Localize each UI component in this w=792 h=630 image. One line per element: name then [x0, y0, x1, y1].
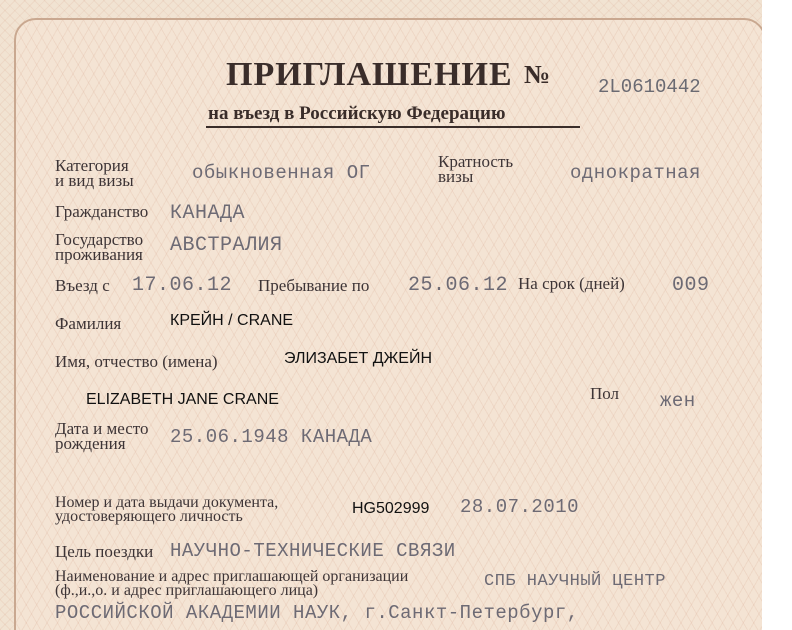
- multiplicity-label: Кратность визы: [438, 152, 514, 186]
- document-subtitle: на въезд в Российскую Федерацию: [208, 103, 506, 124]
- surname-label: Фамилия: [55, 314, 122, 333]
- serial-number: 2L0610442: [598, 76, 701, 98]
- birth-label: Дата и место рождения: [55, 419, 149, 453]
- entry-label: Въезд с: [55, 276, 110, 295]
- stay-label: Пребывание по: [258, 276, 370, 295]
- citizenship-label: Гражданство: [55, 202, 149, 221]
- purpose-label: Цель поездки: [55, 542, 154, 561]
- citizenship-value: КАНАДА: [170, 202, 246, 225]
- document-label: Номер и дата выдачи документа, удостоверяющего личность: [55, 494, 279, 525]
- subtitle-underline: [206, 126, 580, 128]
- host-value-line-2: РОССИЙСКОЙ АКАДЕМИИ НАУК, г.Санкт-Петербург,: [55, 602, 579, 624]
- term-label: На срок (дней): [518, 274, 625, 293]
- multiplicity-value: однократная: [570, 162, 701, 184]
- residence-label: Государство проживания: [55, 230, 144, 264]
- document-title: ПРИГЛАШЕНИЕ: [226, 56, 513, 93]
- residence-value: АВСТРАЛИЯ: [170, 234, 283, 257]
- stay-date: 25.06.12: [408, 274, 509, 297]
- visa-category-value: обыкновенная ОГ: [192, 162, 371, 184]
- document-date: 28.07.2010: [460, 496, 580, 518]
- sex-label: Пол: [590, 384, 620, 403]
- surname-value: КРЕЙН / CRANE: [170, 312, 294, 329]
- sex-value: жен: [660, 390, 696, 412]
- purpose-value: НАУЧНО-ТЕХНИЧЕСКИЕ СВЯЗИ: [170, 540, 456, 562]
- number-sign: №: [524, 60, 551, 89]
- host-value-line-1: СПБ НАУЧНЫЙ ЦЕНТР: [484, 572, 666, 591]
- host-label: Наименование и адрес приглашающей организации (ф.,и.,о. и адрес приглашающего лица): [55, 568, 409, 599]
- birth-value: 25.06.1948 КАНАДА: [170, 426, 373, 448]
- given-names-label: Имя, отчество (имена): [55, 352, 218, 371]
- document-number: HG502999: [352, 500, 430, 517]
- entry-date: 17.06.12: [132, 274, 233, 297]
- latin-name: ELIZABETH JANE CRANE: [86, 391, 279, 408]
- term-days: 009: [672, 274, 710, 297]
- scan-edge: [762, 0, 792, 630]
- given-names-value: ЭЛИЗАБЕТ ДЖЕЙН: [284, 350, 433, 367]
- visa-category-label: Категория и вид визы: [55, 156, 134, 190]
